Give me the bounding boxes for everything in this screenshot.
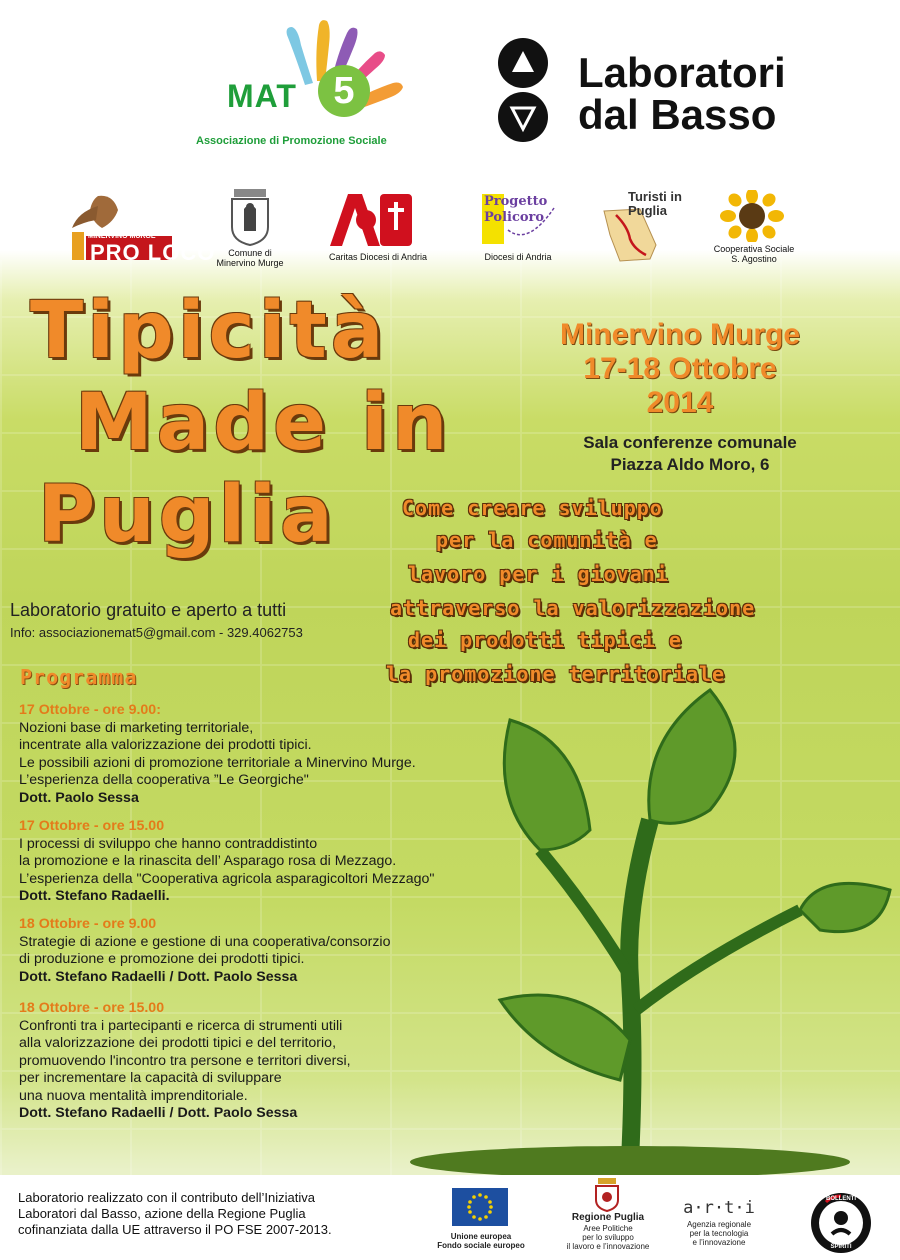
slogan-line6: la promozione territoriale [386,662,726,686]
bollenti-text2: SPIRITI [830,1244,852,1250]
arti-caption2: per la tecnologia [689,1229,749,1238]
caritas-caption: Caritas Diocesi di Andria [328,252,428,262]
session-line: I processi di sviluppo che hanno contraddistinto [19,835,318,852]
regione-puglia-crest-icon [594,1178,620,1212]
session-heading: 18 Ottobre - ore 9.00 [19,916,157,932]
regione-puglia-line3: il lavoro e l’innovazione [566,1242,650,1251]
title-line2: Made in [75,378,452,468]
policoro-caption: Diocesi di Andria [484,252,552,262]
triangle-down-icon [498,92,548,142]
arti-caption1: Agenzia regionale [686,1220,752,1229]
turisti-title1: Turisti in [628,189,682,204]
slogan-line2: per la comunità e [436,528,658,552]
mat5-name: MAT [227,78,297,114]
session-speaker: Dott. Stefano Radaelli. [19,888,170,904]
session-speaker: Dott. Stefano Radaelli / Dott. Paolo Sessa [19,1105,298,1121]
slogan-line1: Come creare sviluppo [402,496,663,520]
event-place: Minervino Murge [559,318,800,351]
arti-caption3: e l’innovazione [692,1238,746,1247]
eu-caption1: Unione europea [450,1232,512,1241]
regione-puglia-title: Regione Puglia [571,1212,645,1223]
session-line: L’esperienza della cooperativa ”Le Georgiche" [19,772,309,788]
title-line1: Tipicità [30,286,388,376]
session-line: la promozione e la rinascita dell’ Asparago rosa di Mezzago. [19,853,397,869]
session-line: Confronti tra i partecipanti e ricerca di strumenti utili [19,1017,343,1034]
coat-of-arms-icon [226,187,274,247]
session-line: Le possibili azioni di promozione territoriale a Minervino Murge. [19,754,416,771]
session-line: una nuova mentalità imprenditoriale. [19,1087,248,1104]
session-heading: 17 Ottobre - ore 15.00 [19,818,165,834]
venue-line1: Sala conferenze comunale [583,433,797,452]
event-dates: 17-18 Ottobre [583,352,777,385]
arti-caption [674,1220,764,1247]
event-venue [560,432,820,476]
session-line: incentrate alla valorizzazione dei prodotti tipici. [19,737,312,753]
slogan-line4: attraverso la valorizzazione [390,596,756,620]
session-speaker: Dott. Stefano Radaelli / Dott. Paolo Sessa [19,968,298,985]
policoro-title: Progetto Policoro [484,194,548,225]
arti-logo: a·r·t·i [683,1198,755,1218]
mat5-subtitle: Associazione di Promozione Sociale [196,135,387,147]
slogan-line5: dei prodotti tipici e [408,628,682,652]
comune-caption1: Comune di [228,248,272,258]
eu-caption [426,1232,536,1250]
pro-loco-caption: MINERVINO MURGE [88,233,156,240]
session-line: per incrementare la capacità di sviluppare [19,1070,282,1086]
turisti-title [628,190,682,218]
regione-puglia-caption [566,1212,650,1251]
slogan-line3: lavoro per i giovani [408,562,669,586]
session-heading: 18 Ottobre - ore 15.00 [19,1000,165,1016]
triangle-up-icon [498,38,548,88]
event-details [530,318,830,420]
event-year: 2014 [646,386,714,419]
turisti-title2: Puglia [628,203,668,218]
caritas-logo [328,190,414,248]
comune-caption2: Minervino Murge [216,258,284,268]
session-heading: 17 Ottobre - ore 9.00: [19,702,161,718]
footer-text1: Laboratorio realizzato con il contributo dell’Iniziativa [18,1190,315,1205]
session-3 [19,916,579,986]
session-4 [19,1000,579,1123]
regione-puglia-line1: Aree Politiche [583,1224,633,1233]
contact-info: Info: associazionemat5@gmail.com - 329.4062753 [10,625,303,640]
laboratori-line2: dal Basso [578,91,777,138]
title-line3: Puglia [38,470,337,560]
comune-caption [210,248,290,268]
session-2 [19,818,579,906]
pro-loco-label: PRO LOCO [90,240,216,265]
session-speaker: Dott. Paolo Sessa [19,789,139,806]
cooperativa-caption1: Cooperativa Sociale [713,244,795,254]
footer-text2: Laboratori dal Basso, azione della Regione Puglia [18,1206,306,1221]
venue-line2: Piazza Aldo Moro, 6 [610,455,770,474]
laboratori-line1: Laboratori [578,49,786,96]
regione-puglia-line2: per lo sviluppo [582,1233,634,1242]
laboratori-logo-text [578,49,786,138]
eu-flag-icon [452,1188,508,1226]
lab-note: Laboratorio gratuito e aperto a tutti [10,600,287,620]
footer-text3: cofinanziata dalla UE attraverso il PO FSE 2007-2013. [18,1222,332,1237]
session-line: alla valorizzazione dei prodotti tipici e del territorio, [19,1035,337,1051]
session-line: L’esperienza della "Cooperativa agricola asparagicoltori Mezzago" [19,870,435,887]
policoro-logo [478,190,560,250]
session-line: Nozioni base di marketing territoriale, [19,719,254,736]
session-line: promuovendo l'incontro tra persone e territori diversi, [19,1052,351,1069]
eu-caption2: Fondo sociale europeo [437,1241,525,1250]
footer-text [18,1190,332,1238]
mat5-number: 5 [318,65,370,117]
session-1 [19,702,579,807]
bollenti-text1: BOLLENTI [826,1196,856,1202]
cooperativa-caption [706,244,802,264]
session-line: Strategie di azione e gestione di una cooperativa/consorzio [19,933,391,950]
cooperativa-caption2: S. Agostino [731,254,777,264]
session-line: di produzione e promozione dei prodotti tipici. [19,951,305,967]
programma-heading: Programma [20,665,138,689]
sunflower-icon [720,190,784,242]
